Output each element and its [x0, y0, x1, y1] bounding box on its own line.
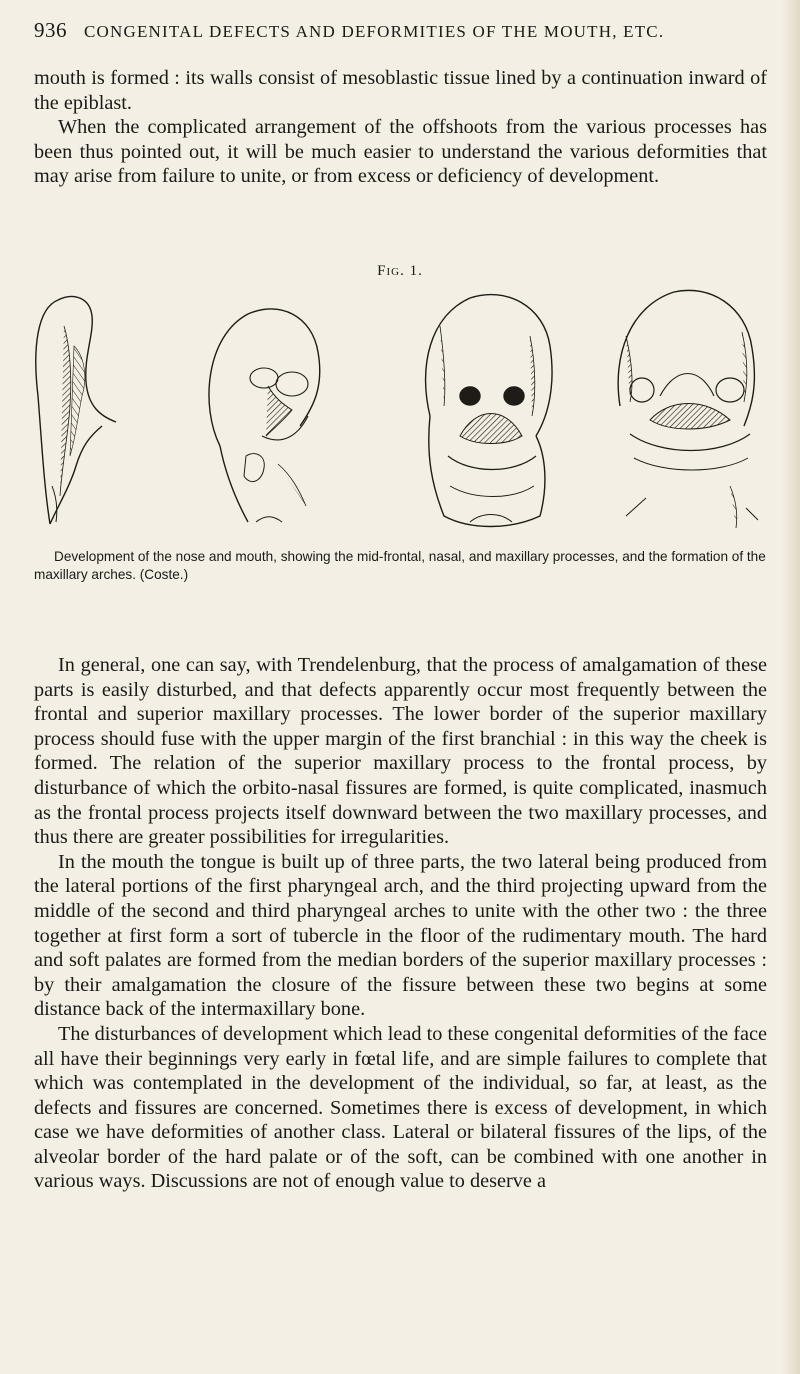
paragraph: When the complicated arrangement of the offshoots from the various processes has been thus pointed out, it will be much easier to understand the various deformities that may arise from failure to unite, or from excess or deficiency of development. [34, 116, 767, 188]
text-block-bottom [34, 653, 767, 1194]
running-title: CONGENITAL DEFECTS AND DEFORMITIES OF THE MOUTH, ETC. [84, 22, 665, 41]
paragraph: mouth is formed : its walls consist of mesoblastic tissue lined by a continuation inward of the epiblast. [34, 67, 767, 114]
running-header [34, 18, 774, 43]
embryo-later-face-drawing [618, 290, 758, 528]
page-edge-shadow [782, 0, 800, 1374]
embryo-early-face-drawing [209, 309, 320, 522]
paragraph: In general, one can say, with Trendelenburg, that the process of amalgamation of these parts is easily disturbed, and that defects apparently occur most frequently between the frontal and superior maxillary processes. The lower border of the superior maxillary process should fuse with the upper margin of the first branchial : in this way the cheek is formed. The relation of the superior maxillary process to the frontal process, by disturbance of which the orbito-nasal fissures are formed, is quite complicated, inasmuch as the frontal process projects itself downward between the two maxillary processes, and thus there are greater possibilities for irregularities. [34, 654, 767, 849]
figure-caption [34, 548, 769, 584]
embryo-illustration [30, 286, 770, 540]
page-number: 936 [34, 18, 67, 42]
embryo-frontal-view-drawing [426, 295, 552, 527]
text-block-top [34, 66, 767, 189]
paragraph: The disturbances of development which lead to these congenital deformities of the face all have their beginnings very early in fœtal life, and are simple failures to complete that which was contemplated in the development of the individual, so far, at least, as the defects and fissures are concerned. Sometimes there is excess of development, in which case we have deformities of another class. Lateral or bilateral fissures of the lips, of the alveolar border of the hard palate or of the soft, can be combined with one another in various ways. Discussions are not of enough value to deserve a [34, 1022, 767, 1193]
caption-text: Development of the nose and mouth, showing the mid-frontal, nasal, and maxillary processes, and the formation of the maxillary arches. (Coste.) [34, 549, 766, 582]
embryo-profile-drawing [36, 297, 116, 524]
paragraph: In the mouth the tongue is built up of three parts, the two lateral being produced from the lateral portions of the first pharyngeal arch, and the third projecting upward from the middle of the second and third pharyngeal arches to unite with the other two : the three together at first form a sort of tubercle in the floor of the rudimentary mouth. The hard and soft palates are formed from the median borders of the superior maxillary processes : by their amalgamation the closure of the fissure between these two begins at some distance back of the intermaxillary bone. [34, 850, 767, 1021]
figure-label: Fig. 1. [377, 263, 423, 279]
